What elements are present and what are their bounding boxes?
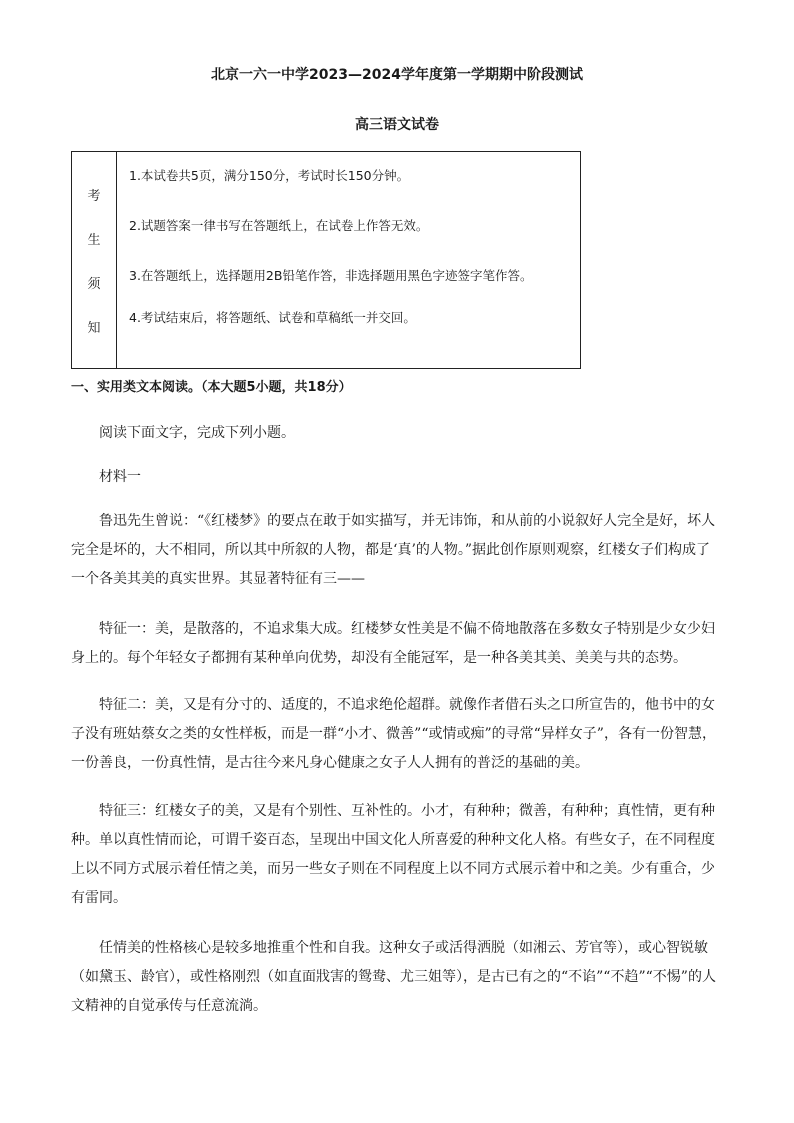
notice-label (72, 152, 117, 368)
notice-item: 2.试题答案一律书写在答题纸上，在试卷上作答无效。 (129, 218, 429, 233)
paragraph: 阅读下面文字，完成下列小题。 (99, 425, 295, 441)
paragraph: 任情美的性格核心是较多地推重个性和自我。这种女子或活得洒脱（如湘云、芳官等），或心智锐敏（如黛玉、龄官），或性格刚烈（如直面戕害的鸳鸯、尤三姐等），是古已有之的“不谄”“不趋”“不惕”的人文精神的自觉承传与任意流淌。 (71, 940, 716, 1014)
exam-subtitle: 高三语文试卷 (355, 117, 439, 133)
notice-label-char: 考 (87, 188, 101, 204)
notice-item: 1.本试卷共5页，满分150分，考试时长150分钟。 (129, 168, 410, 183)
notice-items (117, 152, 580, 368)
paragraph-block (71, 507, 721, 594)
notice-item: 4.考试结束后，将答题纸、试卷和草稿纸一并交回。 (129, 310, 416, 325)
notice-label-char: 生 (87, 232, 101, 248)
paragraph: 特征三：红楼女子的美，又是有个别性、互补性的。小才，有种种；微善，有种种；真性情，更有种种。单以真性情而论，可谓千姿百态，呈现出中国文化人所喜爱的种种文化人格。有些女子，在不同程度上以不同方式展示着任情之美，而另一些女子则在不同程度上以不同方式展示着中和之美。少有重合，少有雷同。 (71, 803, 715, 906)
paragraph: 特征一：美，是散落的，不追求集大成。红楼梦女性美是不偏不倚地散落在多数女子特别是少女少妇身上的。每个年轻女子都拥有某种单向优势，却没有全能冠军，是一种各美其美、美美与共的态势。 (71, 621, 715, 666)
section-heading: 一、实用类文本阅读。（本大题5小题，共18分） (71, 380, 352, 395)
exam-title: 北京一六一中学2023—2024学年度第一学期期中阶段测试 (211, 67, 583, 83)
notice-item: 3.在答题纸上，选择题用2B铅笔作答，非选择题用黑色字迹签字笔作答。 (129, 268, 533, 283)
paragraph: 特征二：美，又是有分寸的、适度的，不追求绝伦超群。就像作者借石头之口所宣告的，他书中的女子没有班姑蔡女之类的女性样板，而是一群“小才、微善”“或情或痴”的寻常“异样女子”，各有一份智慧，一份善良，一份真性情，是古往今来凡身心健康之女子人人拥有的普泛的基础的美。 (71, 697, 716, 771)
paragraph-block (71, 934, 721, 1021)
instruction-paragraph (71, 419, 721, 448)
notice-label-char: 知 (87, 320, 101, 336)
paragraph: 材料一 (99, 469, 141, 485)
notice-label-char: 须 (87, 276, 101, 292)
paragraph: 鲁迅先生曾说：“《红楼梦》的要点在敢于如实描写，并无讳饰，和从前的小说叙好人完全是好，坏人完全是坏的，大不相同，所以其中所叙的人物，都是‘真’的人物。”据此创作原则观察，红楼女子们构成了一个各美其美的真实世界。其显著特征有三—— (71, 513, 716, 587)
paragraph-block (71, 615, 721, 673)
paragraph-block (71, 691, 721, 778)
material-heading (71, 463, 721, 492)
candidate-notice-box (71, 151, 581, 369)
paragraph-block (71, 797, 721, 913)
